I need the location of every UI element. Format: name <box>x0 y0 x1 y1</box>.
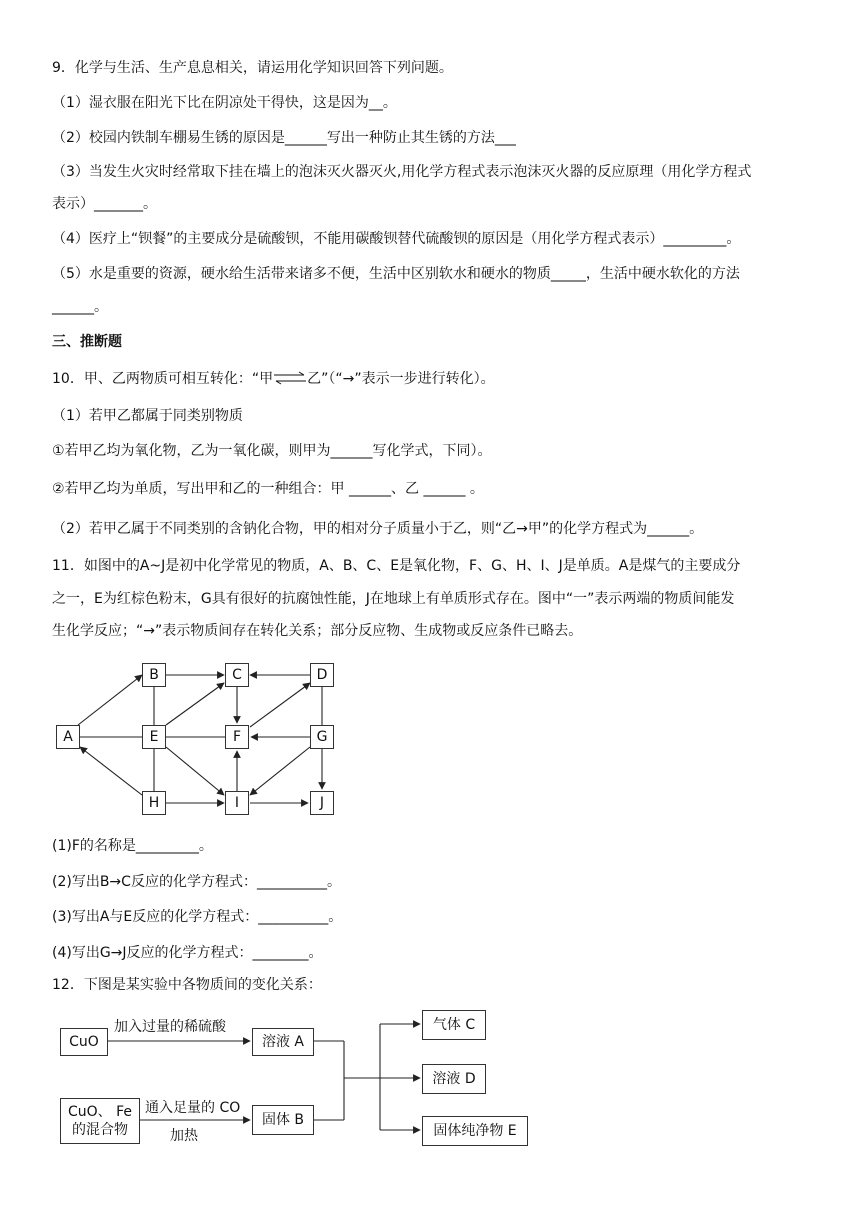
q12-flow-diagram <box>52 1008 542 1158</box>
node-g: G <box>310 725 334 749</box>
box-solid-b: 固体 B <box>252 1105 314 1135</box>
q12-title: 12．下图是某实验中各物质间的变化关系： <box>52 977 322 993</box>
q11-sub3: (3)写出A与E反应的化学方程式：__________。 <box>52 909 343 925</box>
box-solution-d: 溶液 D <box>422 1064 486 1094</box>
node-c: C <box>225 663 249 687</box>
q11-line1: 11．如图中的A~J是初中化学常见的物质，A、B、C、E是氧化物，F、G、H、I、J是单质。A是煤气的主要成分 <box>52 558 741 574</box>
q9-part5-line1: （5）水是重要的资源，硬水给生活带来诸多不便，生活中区别软水和硬水的物质_____，生活中硬水软化的方法 <box>52 266 740 282</box>
node-h: H <box>142 791 166 815</box>
node-e: E <box>142 725 166 749</box>
q10-part1: （1）若甲乙都属于同类别物质 <box>52 408 243 424</box>
q10-title <box>52 369 495 389</box>
node-b: B <box>142 663 166 687</box>
q9-part1: （1）湿衣服在阳光下比在阴凉处干得快，这是因为__。 <box>52 95 397 111</box>
q10-part1a: ①若甲乙均为氧化物，乙为一氧化碳，则甲为______写化学式，下同）。 <box>52 443 492 459</box>
node-j: J <box>310 791 334 815</box>
q10-title-part-a: 10．甲、乙两物质可相互转化：“甲 <box>52 371 274 387</box>
label-add-acid: 加入过量的稀硫酸 <box>114 1019 226 1035</box>
q9-part3-line2: 表示）_______。 <box>52 196 157 212</box>
q10-title-part-b: 乙”（“→”表示一步进行转化）。 <box>307 371 495 387</box>
q11-line2: 之一，E为红棕色粉末，G具有很好的抗腐蚀性能，J在地球上有单质形式存在。图中“一”表示两端的物质间能发 <box>52 591 735 607</box>
box-solution-a: 溶液 A <box>252 1028 314 1056</box>
q9-part2: （2）校园内铁制车棚易生锈的原因是______写出一种防止其生锈的方法___ <box>52 130 516 146</box>
node-a: A <box>56 725 80 749</box>
q11-diagram-connectors <box>52 655 352 825</box>
box-solid-e: 固体纯净物 E <box>422 1116 528 1146</box>
label-pass-co: 通入足量的 CO <box>145 1100 241 1116</box>
box-cuo: CuO <box>60 1028 108 1056</box>
q10-part1b: ②若甲乙均为单质，写出甲和乙的一种组合：甲 ______、乙 ______ 。 <box>52 481 484 497</box>
q11-sub4: (4)写出G→J反应的化学方程式：________。 <box>52 945 323 961</box>
q11-relation-diagram <box>52 655 352 825</box>
box-gas-c: 气体 C <box>422 1010 486 1040</box>
label-heat: 加热 <box>170 1128 198 1144</box>
node-d: D <box>310 663 334 687</box>
q10-part2: （2）若甲乙属于不同类别的含钠化合物，甲的相对分子质量小于乙，则“乙→甲”的化学方程式为______。 <box>52 521 704 537</box>
node-f: F <box>225 725 249 749</box>
q11-sub1: (1)F的名称是_________。 <box>52 838 213 854</box>
q11-sub2: (2)写出B→C反应的化学方程式：__________。 <box>52 874 341 890</box>
q9-part5-line2: ______。 <box>52 299 108 315</box>
section-heading: 三、推断题 <box>52 334 122 350</box>
q11-line3: 生化学反应；“→”表示物质间存在转化关系；部分反应物、生成物或反应条件已略去。 <box>52 623 583 639</box>
q9-title: 9．化学与生活、生产息息相关，请运用化学知识回答下列问题。 <box>52 60 453 76</box>
reversible-arrow-icon <box>273 371 307 385</box>
box-mixture: CuO、 Fe 的混合物 <box>60 1098 140 1144</box>
q9-part3-line1: （3）当发生火灾时经常取下挂在墙上的泡沫灭火器灭火,用化学方程式表示泡沫灭火器的反应原理（用化学方程式 <box>52 164 752 180</box>
q9-part4: （4）医疗上“钡餐”的主要成分是硫酸钡，不能用碳酸钡替代硫酸钡的原因是（用化学方程式表示）_________。 <box>52 231 741 247</box>
node-i: I <box>225 791 249 815</box>
